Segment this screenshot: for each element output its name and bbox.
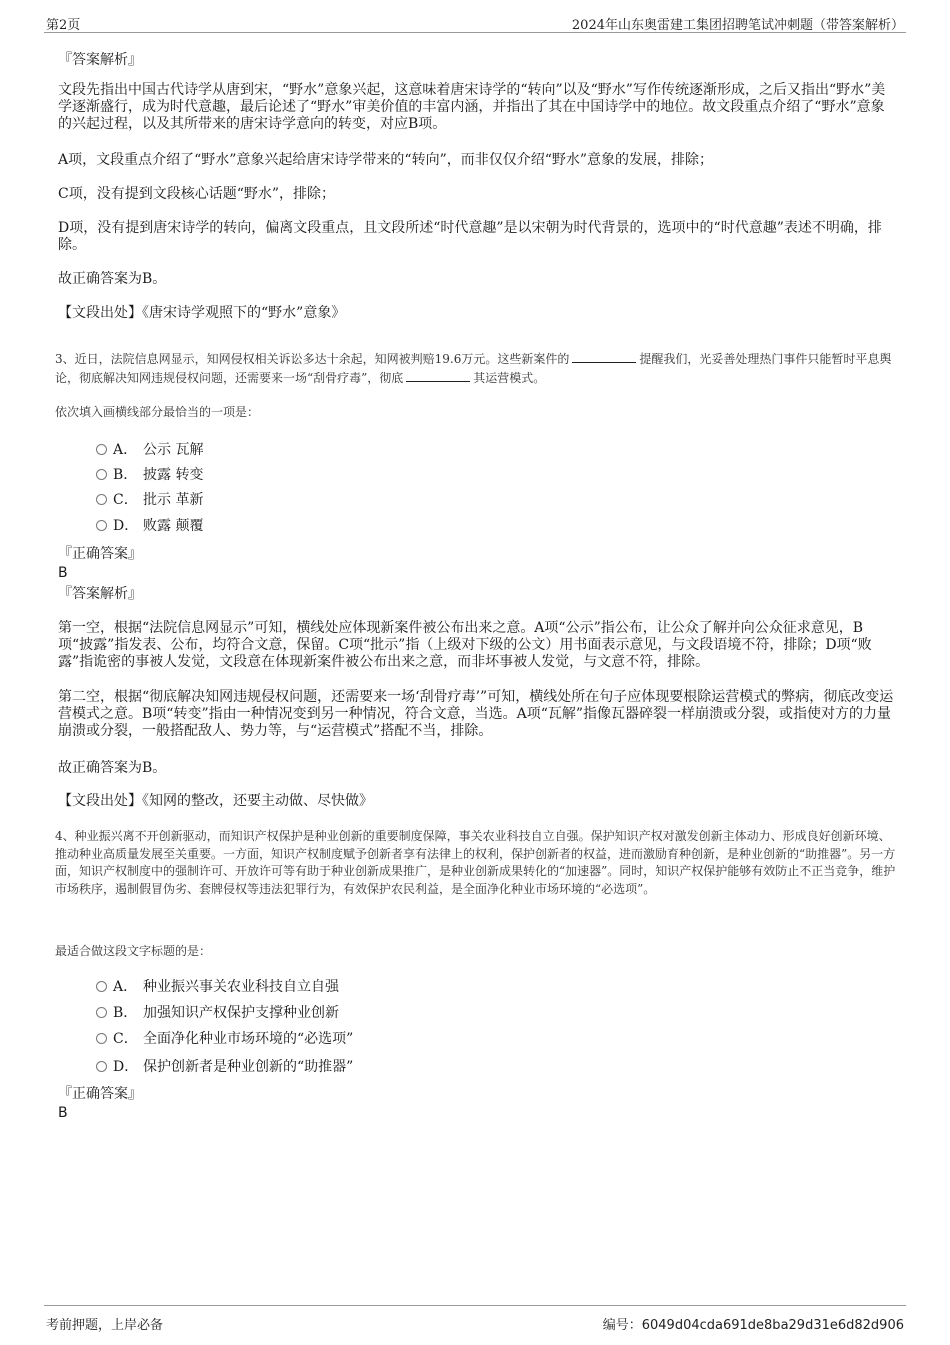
analysis-paragraph: 文段先指出中国古代诗学从唐到宋，“野水”意象兴起，这意味着唐宋诗学的“转向”以及“野水”写作传统逐渐形成，之后又指出“野水”美学逐渐盛行，成为时代意趣，最后论述了“野水”审美价值的丰富内涵，并指出了其在中国诗学中的地位。故文段重点介绍了“野水”意象的兴起过程，以及其所带来的唐宋诗学意向的转变，对应B项。: [58, 82, 886, 132]
answer-conclusion: 故正确答案为B。: [58, 760, 167, 776]
radio-button[interactable]: [96, 1007, 107, 1018]
footer-slogan: 考前押题，上岸必备: [46, 1318, 164, 1333]
correct-answer: B: [58, 1105, 68, 1121]
question-4-option-b[interactable]: B． 加强知识产权保护支撑种业创新: [96, 1004, 339, 1022]
question-4-prompt: 最适合做这段文字标题的是：: [55, 944, 212, 958]
radio-button[interactable]: [96, 520, 107, 531]
analysis-option-c: C项，没有提到文段核心话题“野水”，排除；: [58, 186, 336, 202]
question-4-option-c[interactable]: C． 全面净化种业市场环境的“必选项”: [96, 1030, 353, 1048]
answer-conclusion: 故正确答案为B。: [58, 271, 167, 287]
passage-source: 【文段出处】《唐宋诗学观照下的“野水”意象》: [58, 305, 346, 321]
question-3-text: 3、近日，法院信息网显示，知网侵权相关诉讼多达十余起，知网被判赔19.6万元。这些新案件的 提醒我们，光妥善处理热门事件只能暂时平息舆论，彻底解决知网违规侵权问题，还需要来一场“刮骨疗毒”，彻底 其运营模式。: [55, 352, 892, 385]
correct-answer: B: [58, 565, 68, 581]
fill-blank-2: [406, 369, 470, 382]
radio-button[interactable]: [96, 981, 107, 992]
correct-answer-heading: 『正确答案』: [58, 546, 142, 562]
document-code: 编号：6049d04cda691de8ba29d31e6d82d906: [602, 1318, 904, 1333]
document-title: 2024年山东奥雷建工集团招聘笔试冲刺题（带答案解析）: [571, 18, 904, 33]
correct-answer-heading: 『正确答案』: [58, 1086, 142, 1102]
radio-button[interactable]: [96, 494, 107, 505]
question-3-option-d[interactable]: D． 败露 颠覆: [96, 517, 203, 535]
question-3-prompt: 依次填入画横线部分最恰当的一项是：: [55, 405, 260, 419]
page-header: [44, 10, 906, 33]
question-4-text: 4、种业振兴离不开创新驱动，而知识产权保护是种业创新的重要制度保障，事关农业科技自立自强。保护知识产权对激发创新主体动力、形成良好创新环境、推动种业高质量发展至关重要。一方面，知识产权制度赋予创新者享有法律上的权利，保护创新者的权益，进而激励育种创新，是种业创新的“助推器”。另一方面，知识产权制度中的强制许可、开放许可等有助于种业创新成果推广，是种业创新成果转化的“加速器”。同时，知识产权保护能够有效防止不正当竞争，维护市场秩序，遏制假冒伪劣、套牌侵权等违法犯罪行为，有效保护农民利益，是全面净化种业市场环境的“必选项”。: [55, 829, 896, 896]
radio-button[interactable]: [96, 1061, 107, 1072]
question-4-option-a[interactable]: A． 种业振兴事关农业科技自立自强: [96, 978, 339, 996]
question-3-option-a[interactable]: A． 公示 瓦解: [96, 441, 203, 459]
page-number: 第2页: [46, 18, 81, 33]
fill-blank-1: [572, 350, 636, 363]
analysis-heading: 『答案解析』: [58, 586, 142, 602]
page-footer: [44, 1305, 906, 1332]
passage-source: 【文段出处】《知网的整改，还要主动做、尽快做》: [58, 793, 373, 809]
analysis-option-d: D项，没有提到唐宋诗学的转向，偏离文段重点，且文段所述“时代意趣”是以宋朝为时代背景的，选项中的“时代意趣”表述不明确，排除。: [58, 220, 882, 253]
radio-button[interactable]: [96, 444, 107, 455]
question-3-option-b[interactable]: B． 披露 转变: [96, 466, 203, 484]
analysis-paragraph-2: 第二空，根据“彻底解决知网违规侵权问题，还需要来一场‘刮骨疗毒’”可知，横线处所在句子应体现要根除运营模式的弊病，彻底改变运营模式之意。B项“转变”指由一种情况变到另一种情况，符合文意，当选。A项“瓦解”指像瓦器碎裂一样崩溃或分裂，或指使对方的力量崩溃或分裂，一般搭配敌人、势力等，与“运营模式”搭配不当，排除。: [58, 689, 894, 739]
question-4-option-d[interactable]: D． 保护创新者是种业创新的“助推器”: [96, 1058, 353, 1076]
question-3-option-c[interactable]: C． 批示 革新: [96, 491, 203, 509]
analysis-option-a: A项，文段重点介绍了“野水”意象兴起给唐宋诗学带来的“转向”，而非仅仅介绍“野水”意象的发展，排除；: [58, 152, 714, 168]
radio-button[interactable]: [96, 1033, 107, 1044]
analysis-heading: 『答案解析』: [58, 52, 142, 68]
analysis-paragraph-1: 第一空，根据“法院信息网显示”可知，横线处应体现新案件被公布出来之意。A项“公示”指公布，让公众了解并向公众征求意见，B项“披露”指发表、公布，均符合文意，保留。C项“批示”指（上级对下级的公文）用书面表示意见，与文段语境不符，排除；D项“败露”指诡密的事被人发觉，文段意在体现新案件被公布出来之意，而非坏事被人发觉，与文意不符，排除。: [58, 620, 872, 670]
radio-button[interactable]: [96, 469, 107, 480]
